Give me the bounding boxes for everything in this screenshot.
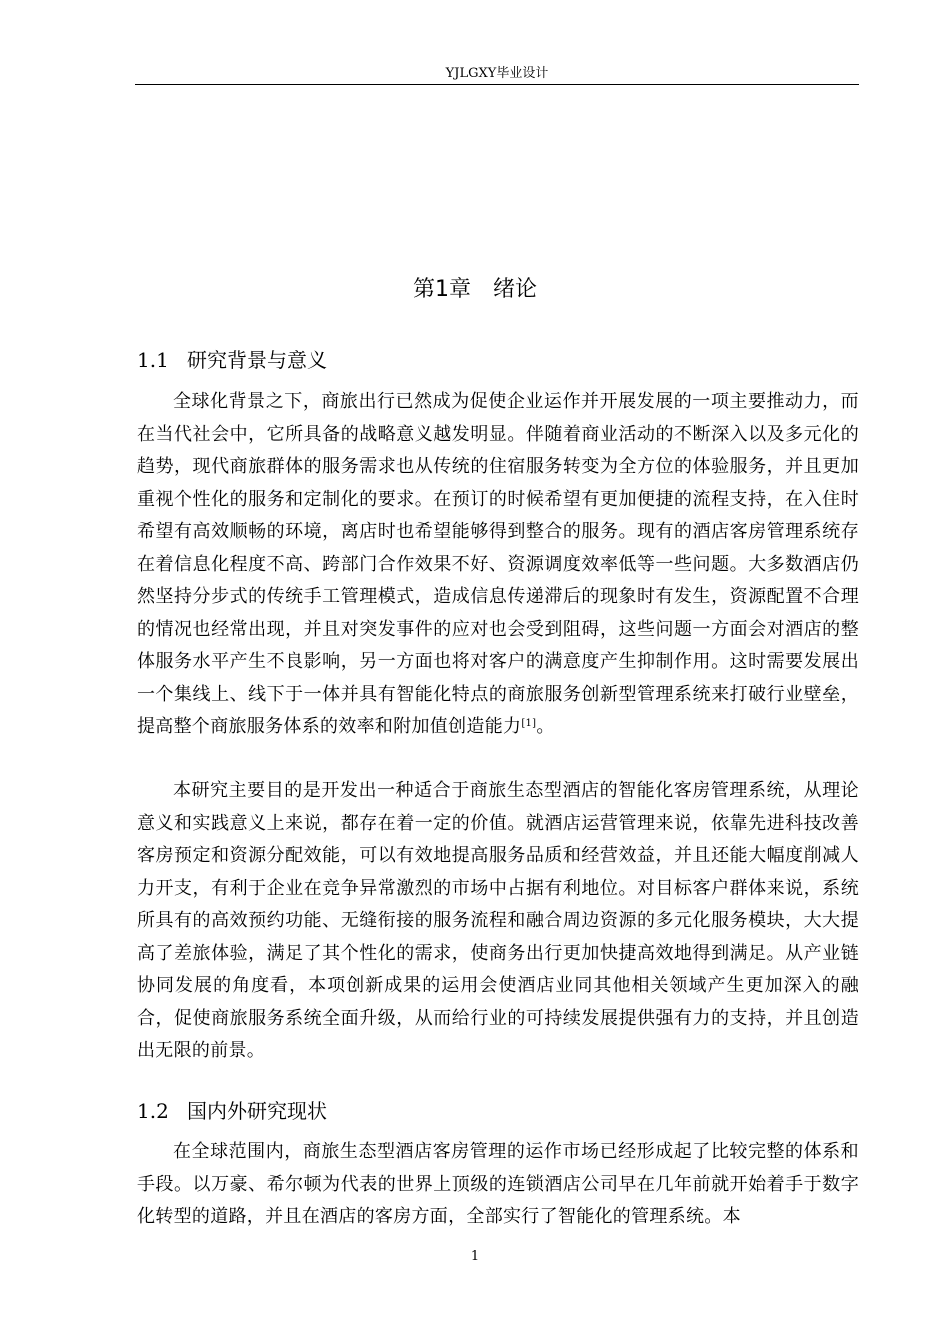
section-heading-1-1 <box>137 345 327 375</box>
section-heading-1-2 <box>137 1096 327 1126</box>
body-paragraph: 本研究主要目的是开发出一种适合于商旅生态型酒店的智能化客房管理系统，从理论意义和实践意义上来说，都存在着一定的价值。就酒店运营管理来说，依靠先进科技改善客房预定和资源分配效能，可以有效地提高服务品质和经营效益，并且还能大幅度削减人力开支，有利于企业在竞争异常激烈的市场中占据有利地位。对目标客户群体来说，系统所具有的高效预约功能、无缝衔接的服务流程和融合周边资源的多元化服务模块，大大提高了差旅体验，满足了其个性化的需求，使商务出行更加快捷高效地得到满足。从产业链协同发展的角度看，本项创新成果的运用会使酒店业同其他相关领域产生更加深入的融合，促使商旅服务系统全面升级，从而给行业的可持续发展提供强有力的支持，并且创造出无限的前景。 <box>137 780 859 1061</box>
body-paragraph <box>137 386 859 744</box>
body-paragraph: 在全球范围内，商旅生态型酒店客房管理的运作市场已经形成起了比较完整的体系和手段。以万豪、希尔顿为代表的世界上顶级的连锁酒店公司早在几年前就开始着手于数字化转型的道路，并且在酒店的客房方面，全部实行了智能化的管理系统。本 <box>137 1141 859 1227</box>
page-number: 1 <box>470 1249 480 1264</box>
paragraph-tail: 。 <box>536 716 555 737</box>
chapter-heading <box>0 274 950 306</box>
chapter-number: 第1章 <box>412 277 471 302</box>
section-title: 研究背景与意义 <box>187 348 327 372</box>
section-number: 1.1 <box>137 348 169 372</box>
paragraph-text: 全球化背景之下，商旅出行已然成为促使企业运作并开展发展的一项主要推动力，而在当代社会中，它所具备的战略意义越发明显。伴随着商业活动的不断深入以及多元化的趋势，现代商旅群体的服务需求也从传统的住宿服务转变为全方位的体验服务，并且更加重视个性化的服务和定制化的要求。在预订的时候希望有更加便捷的流程支持，在入住时希望有高效顺畅的环境，离店时也希望能够得到整合的服务。现有的酒店客房管理系统存在着信息化程度不高、跨部门合作效果不好、资源调度效率低等一些问题。大多数酒店仍然坚持分步式的传统手工管理模式，造成信息传递滞后的现象时有发生，资源配置不合理的情况也经常出现，并且对突发事件的应对也会受到阻碍，这些问题一方面会对酒店的整体服务水平产生不良影响，另一方面也将对客户的满意度产生抑制作用。这时需要发展出一个集线上、线下于一体并具有智能化特点的商旅服务创新型管理系统来打破行业壁垒，提高整个商旅服务体系的效率和附加值创造能力 <box>137 391 859 737</box>
citation-marker: [1] <box>521 718 537 729</box>
chapter-title: 绪论 <box>492 277 537 302</box>
section-number: 1.2 <box>137 1099 169 1123</box>
page-header: YJLGXY毕业设计 <box>135 66 859 85</box>
section-title: 国内外研究现状 <box>187 1099 327 1123</box>
